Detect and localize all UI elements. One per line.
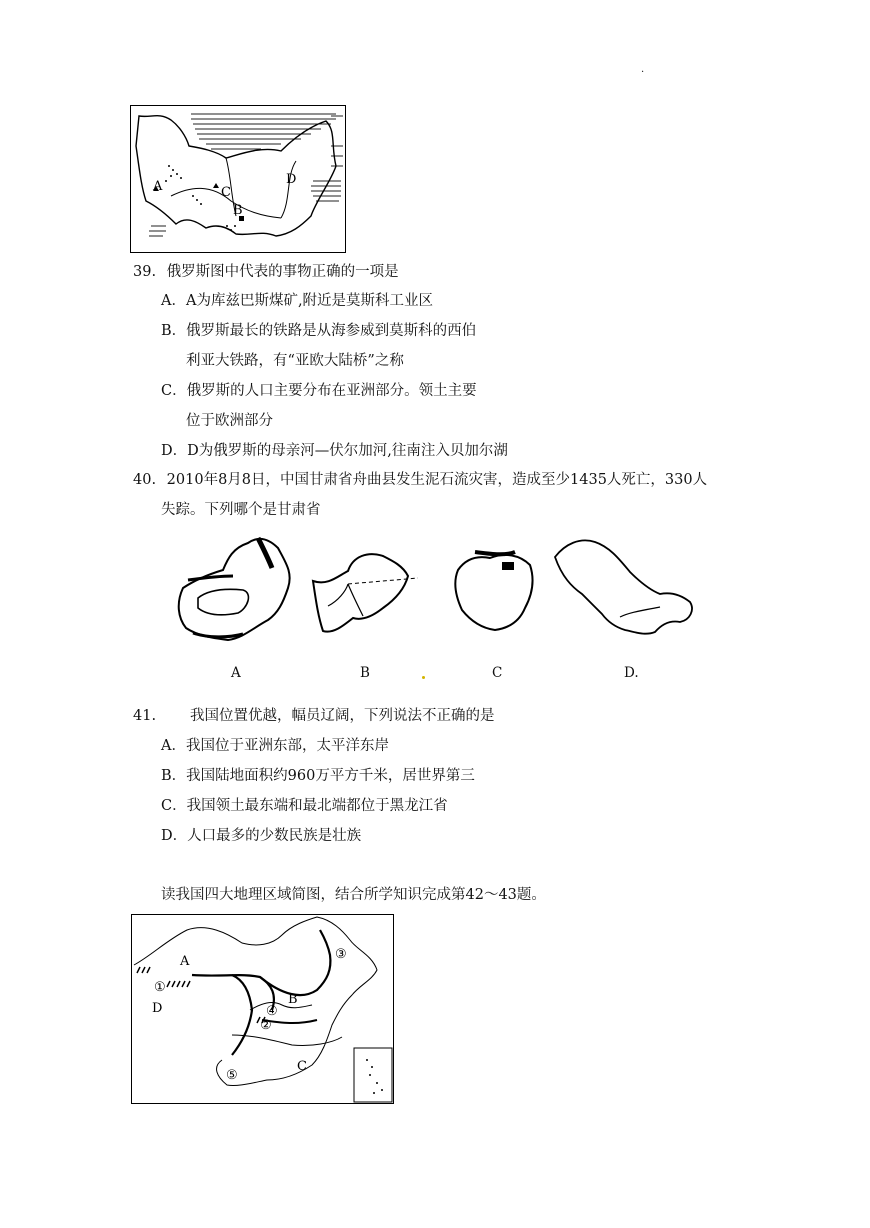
province-choice-a[interactable]: A [231,665,241,681]
q41-option-c: C．我国领土最东端和最北端都位于黑龙江省 [161,798,448,814]
q39-option-d: D．D为俄罗斯的母亲河—伏尔加河,往南注入贝加尔湖 [161,443,508,459]
q39-option-a: A．A为库兹巴斯煤矿,附近是莫斯科工业区 [161,293,434,309]
russia-map [130,105,346,253]
q40-stem-line1: 2010年8月8日，中国甘肃省舟曲县发生泥石流灾害，造成至少1435人死亡，330人 [166,472,708,488]
province-map-c [450,540,540,635]
russia-label-b: B [233,203,243,218]
q39-option-b-line2: 利亚大铁路，有“亚欧大陆桥”之称 [186,353,404,369]
q39-number: 39. [133,264,157,280]
province-map-d [550,532,698,640]
russia-label-c: C [221,185,231,200]
china-label-c: C [297,1059,307,1074]
province-choice-b[interactable]: B [360,665,370,681]
q39-stem [133,262,399,282]
russia-label-a: A [153,179,163,194]
province-choice-d[interactable]: D. [624,665,639,681]
q40-stem-line2: 失踪。下列哪个是甘肃省 [161,502,321,518]
china-map-figure [132,915,393,1103]
q41-option-a: A．我国位于亚洲东部，太平洋东岸 [161,738,389,754]
province-choice-c[interactable]: C [492,665,503,681]
q40-stem [133,470,707,490]
q40-number: 40. [133,472,157,488]
province-map-b [308,546,423,638]
china-marker-1: ① [154,980,166,995]
q41-option-d: D．人口最多的少数民族是壮族 [161,828,362,844]
q41-option-b: B．我国陆地面积约960万平方千米，居世界第三 [161,768,475,784]
q39-option-c-line2: 位于欧洲部分 [186,413,273,429]
q39-option-b-line1: B．俄罗斯最长的铁路是从海参威到莫斯科的西伯 [161,323,477,339]
q39-stem-text: 俄罗斯图中代表的事物正确的一项是 [166,264,399,280]
china-marker-5: ⑤ [226,1068,238,1083]
intro-42-43: 读我国四大地理区域简图，结合所学知识完成第42～43题。 [161,887,546,903]
russia-label-d: D [286,172,297,187]
stray-mark [422,676,425,679]
page-dot: . [641,64,645,75]
russia-map-figure [131,106,345,252]
china-marker-3: ③ [335,947,347,962]
q41-number: 41. [133,708,157,724]
china-marker-4: ④ [266,1004,278,1019]
province-map-a [168,528,298,650]
china-regions-map [131,914,394,1104]
q41-stem: 我国位置优越，幅员辽阔，下列说法不正确的是 [190,708,495,724]
china-label-b: B [288,992,298,1007]
q39-option-c-line1: C．俄罗斯的人口主要分布在亚洲部分。领土主要 [161,383,477,399]
china-label-d: D [152,1001,163,1016]
china-marker-2: ② [260,1018,272,1033]
china-label-a: A [180,954,190,969]
